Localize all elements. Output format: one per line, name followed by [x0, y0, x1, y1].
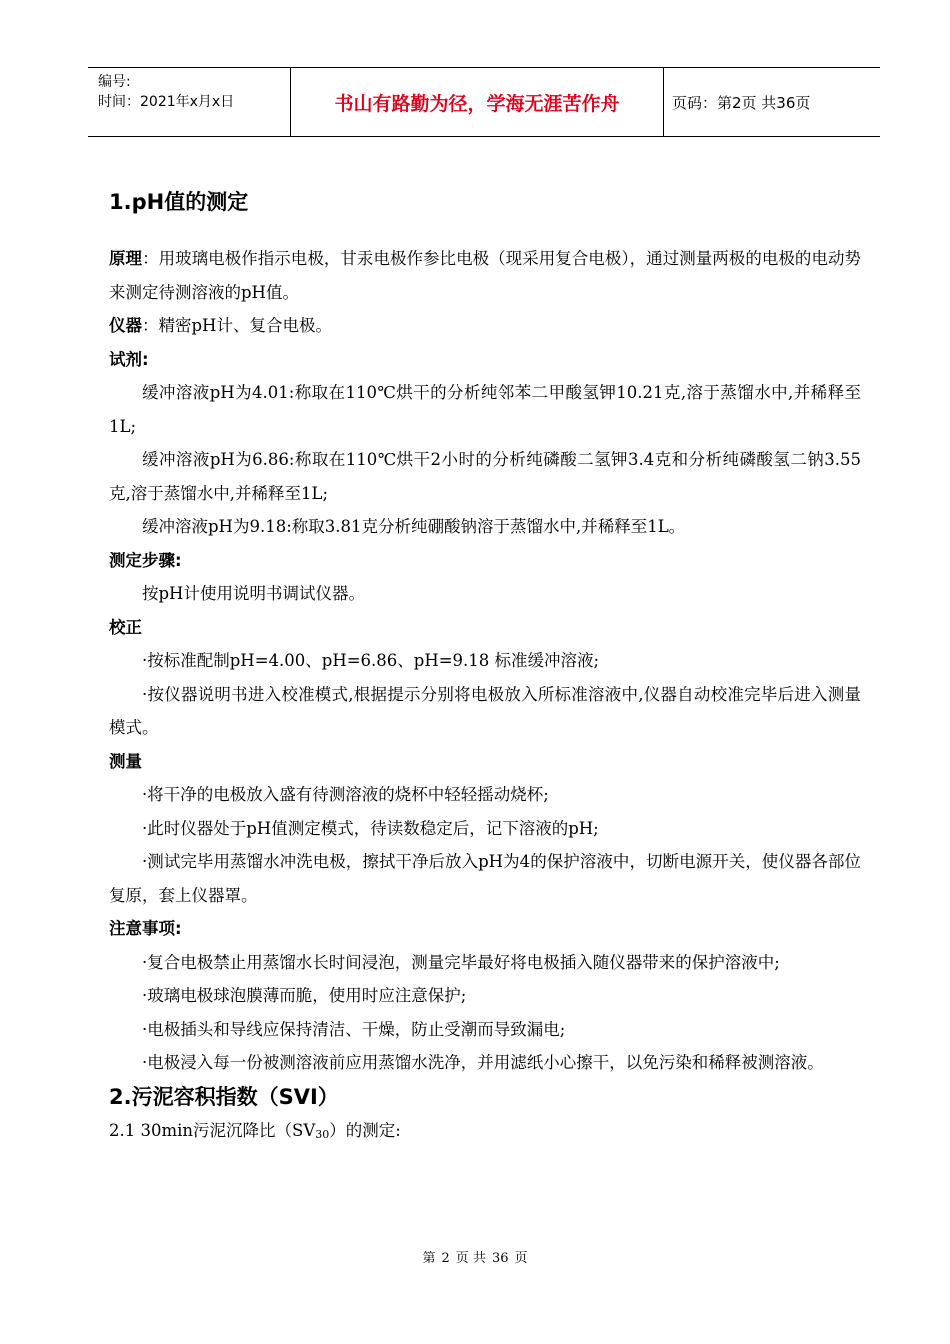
number-label: 编号:	[98, 74, 131, 90]
section-2-1-heading	[109, 1114, 861, 1152]
measure-item: ·测试完毕用蒸馏水冲洗电极，擦拭干净后放入pH为4的保护溶液中，切断电源开关，使仪器各部位复原，套上仪器罩。	[109, 852, 861, 905]
reagent-item: 缓冲溶液pH为6.86:称取在110℃烘干2小时的分析纯磷酸二氢钾3.4克和分析纯磷酸氢二钠3.55克,溶于蒸馏水中,并稀释至1L;	[109, 450, 861, 503]
page-header	[88, 67, 880, 137]
sub-suffix: ）的测定:	[329, 1120, 401, 1140]
footer-pre: 第	[422, 1251, 436, 1266]
sub-subscript: 30	[315, 1127, 330, 1141]
notes-item: ·玻璃电极球泡膜薄而脆，使用时应注意保护;	[142, 986, 467, 1005]
section-1-title: 1.pH值的测定	[109, 190, 249, 214]
footer-post: 页	[514, 1251, 528, 1266]
principle-text: ：用玻璃电极作指示电极，甘汞电极作参比电极（现采用复合电极），通过测量两极的电极的电动势来测定待测溶液的pH值。	[109, 249, 862, 302]
time-label: 时间：2021年x月x日	[98, 94, 235, 110]
footer-mid: 页 共	[455, 1251, 486, 1266]
notes-item: ·复合电极禁止用蒸馏水长时间浸泡，测量完毕最好将电极插入随仪器带来的保护溶液中;	[142, 952, 780, 972]
header-page-info: 页码：第2页 共36页	[672, 93, 811, 112]
principle-label: 原理	[109, 249, 143, 268]
footer-page-number: 2	[441, 1251, 450, 1266]
calibration-item: ·按仪器说明书进入校准模式,根据提示分别将电极放入所标准溶液中,仪器自动校准完毕后进入测量模式。	[109, 684, 861, 737]
header-motto: 书山有路勤为径，学海无涯苦作舟	[290, 68, 664, 136]
measure-item: ·此时仪器处于pH值测定模式，待读数稳定后，记下溶液的pH;	[142, 818, 599, 838]
calibration-item: ·按标准配制pH=4.00、pH=6.86、pH=9.18 标准缓冲溶液;	[142, 651, 600, 670]
notes-item: ·电极浸入每一份被测溶液前应用蒸馏水洗净，并用滤纸小心擦干，以免污染和稀释被测溶液。	[142, 1053, 824, 1072]
instrument-paragraph	[109, 309, 861, 343]
instrument-text: ：精密pH计、复合电极。	[142, 316, 332, 335]
instrument-label: 仪器	[109, 316, 142, 335]
measure-item: ·将干净的电极放入盛有待测溶液的烧杯中轻轻摇动烧杯;	[142, 785, 549, 804]
section-2-title: 2.污泥容积指数（SVI）	[109, 1084, 339, 1109]
reagent-item: 缓冲溶液pH为4.01:称取在110℃烘干的分析纯邻苯二甲酸氢钾10.21克,溶于蒸馏水中,并稀释至1L;	[109, 383, 861, 436]
reagent-item: 缓冲溶液pH为9.18:称取3.81克分析纯硼酸钠溶于蒸馏水中,并稀释至1L。	[142, 517, 686, 536]
notes-item: ·电极插头和导线应保持清洁、干燥，防止受潮而导致漏电;	[142, 1019, 566, 1039]
principle-paragraph	[109, 242, 861, 309]
notes-label: 注意事项:	[109, 919, 182, 938]
calibration-label: 校正	[109, 617, 142, 637]
steps-text: 按pH计使用说明书调试仪器。	[142, 584, 365, 603]
measure-label: 测量	[109, 751, 142, 771]
reagent-label: 试剂:	[109, 349, 149, 369]
footer-total-pages: 36	[491, 1251, 509, 1266]
header-meta-cell	[88, 68, 290, 136]
page-footer	[0, 1247, 950, 1266]
sub-prefix: 2.1 30min污泥沉降比（SV	[109, 1120, 316, 1140]
steps-label: 测定步骤:	[109, 550, 182, 570]
document-body	[109, 184, 861, 1151]
